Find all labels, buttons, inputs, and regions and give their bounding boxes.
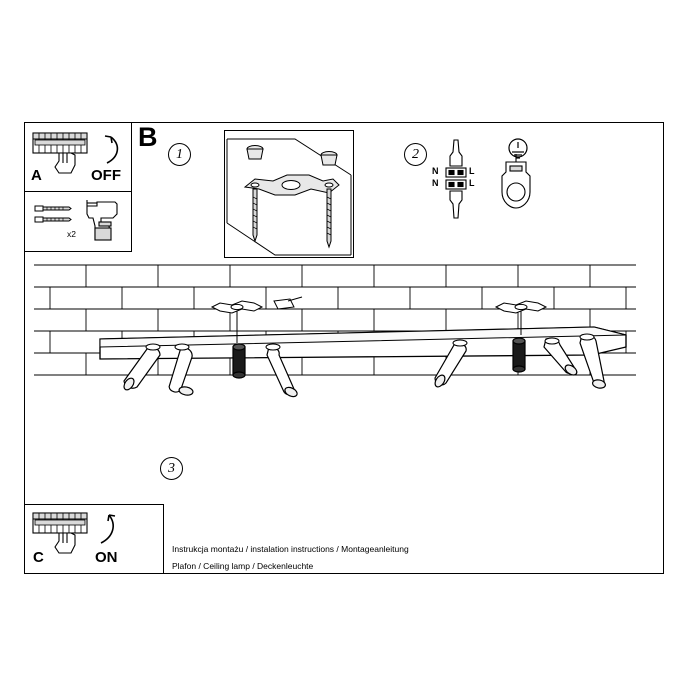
panel-step-1: [224, 130, 354, 258]
bracket-mounting-illustration: [225, 131, 353, 257]
terminal-block-icon: [446, 168, 466, 189]
wall-lamp-scene: [26, 263, 662, 503]
label-step-c: C: [33, 549, 44, 566]
breaker-on-illustration: [25, 505, 163, 573]
footer-line-2: Plafon / Ceiling lamp / Deckenleuchte: [172, 561, 314, 571]
tools-illustration: [25, 192, 131, 250]
curved-arrow-icon: [101, 515, 115, 543]
hand-pointing-icon: [55, 533, 75, 553]
panel-step-a: [24, 122, 132, 192]
mounting-bracket-icon: [212, 301, 546, 313]
connector-housing-icon: [502, 154, 530, 208]
terminal-label-l-bottom: L: [469, 178, 475, 188]
label-screw-count: x2: [67, 229, 76, 239]
screw-icon: [35, 206, 71, 222]
footer-line-1: Instrukcja montażu / instalation instructions / Montageanleitung: [172, 544, 409, 554]
label-step-b: B: [138, 122, 158, 152]
power-drill-icon: [87, 200, 117, 240]
wall-lamp-illustration: [26, 263, 662, 503]
footer-text-block: [172, 543, 502, 572]
wiring-illustration: [432, 136, 552, 248]
step-1-marker: 1: [168, 143, 191, 166]
step-2-marker: 2: [404, 143, 427, 166]
terminal-label-n-bottom: N: [432, 178, 439, 188]
label-on: ON: [95, 549, 118, 566]
panel-step-c: [24, 504, 164, 574]
earth-ground-icon: [509, 139, 527, 158]
label-off: OFF: [91, 167, 121, 184]
wiring-diagram: [432, 136, 552, 246]
breaker-icon: [33, 133, 87, 153]
curved-arrow-icon: [105, 136, 117, 163]
panel-tools: [24, 192, 132, 252]
terminal-label-l-top: L: [469, 166, 475, 176]
terminal-label-n-top: N: [432, 166, 439, 176]
breaker-icon: [33, 513, 87, 533]
label-step-a: A: [31, 167, 42, 184]
hand-pointing-icon: [55, 153, 75, 173]
step-3-marker: 3: [160, 457, 183, 480]
